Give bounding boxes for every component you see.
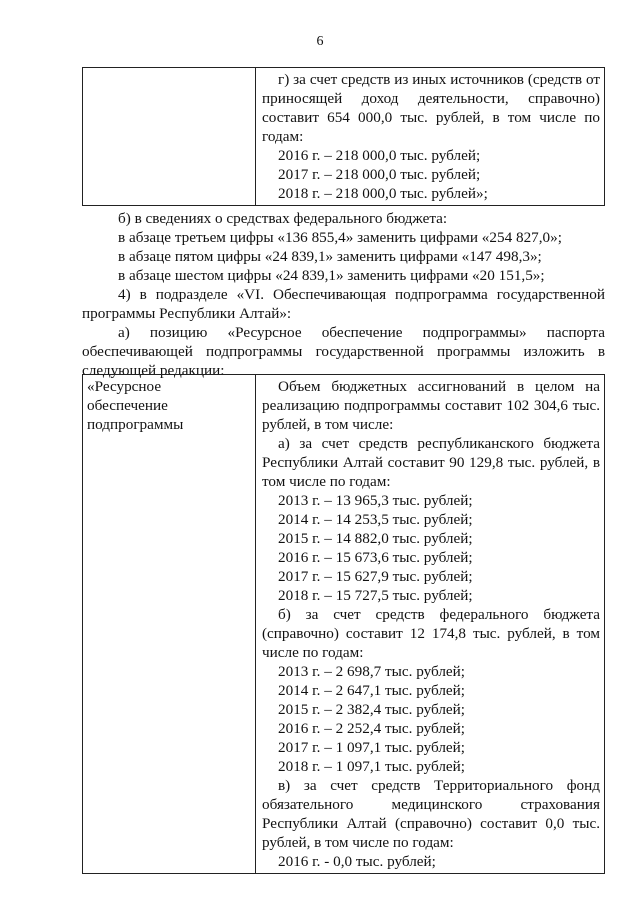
text-line: том числе по годам:	[262, 473, 391, 490]
text-line: подпрограммы	[87, 416, 184, 433]
year-line: 2018 г. – 15 727,5 тыс. рублей;	[278, 587, 473, 604]
paragraph: в абзаце третьем цифры «136 855,4» заменить цифрами «254 827,0»;	[118, 229, 562, 246]
position-name-cell	[83, 375, 256, 874]
year-line: 2014 г. – 14 253,5 тыс. рублей;	[278, 511, 473, 528]
text-line: (справочно) составит 12 174,8 тыс. рублей, в том	[262, 625, 600, 642]
year-line: 2016 г. – 218 000,0 тыс. рублей;	[278, 147, 481, 164]
paragraph: а) позицию «Ресурсное обеспечение подпрограммы» паспорта	[118, 324, 605, 341]
year-line: 2018 г. – 218 000,0 тыс. рублей»;	[278, 185, 488, 202]
text-line: а) за счет средств республиканского бюджета	[278, 435, 600, 452]
other-sources-cell	[256, 68, 605, 206]
text-line: составит 654 000,0 тыс. рублей, в том числе по годам:	[262, 109, 600, 145]
year-line: 2018 г. – 1 097,1 тыс. рублей;	[278, 758, 466, 775]
text-line: обеспечение	[87, 397, 168, 414]
paragraph: в абзаце шестом цифры «24 839,1» заменить цифрами «20 151,5»;	[118, 267, 545, 284]
text-line: г) за счет средств из иных источников (средств от	[278, 71, 600, 88]
year-line: 2013 г. – 2 698,7 тыс. рублей;	[278, 663, 466, 680]
empty-left-cell	[83, 68, 256, 206]
year-line: 2017 г. – 15 627,9 тыс. рублей;	[278, 568, 473, 585]
amendment-text	[82, 209, 605, 380]
year-line: 2016 г. – 15 673,6 тыс. рублей;	[278, 549, 473, 566]
text-line: рублей, в том числе:	[262, 416, 394, 433]
year-line: 2017 г. – 1 097,1 тыс. рублей;	[278, 739, 466, 756]
text-line: Объем бюджетных ассигнований в целом на	[278, 378, 600, 395]
paragraph: б) в сведениях о средствах федерального бюджета:	[118, 210, 448, 227]
text-line: приносящей доход деятельности, справочно)	[262, 90, 600, 107]
year-line: 2016 г. - 0,0 тыс. рублей;	[278, 853, 436, 870]
year-line: 2017 г. – 218 000,0 тыс. рублей;	[278, 166, 481, 183]
year-line: 2013 г. – 13 965,3 тыс. рублей;	[278, 492, 473, 509]
text-line: «Ресурсное	[87, 378, 162, 395]
paragraph: в абзаце пятом цифры «24 839,1» заменить цифрами «147 498,3»;	[118, 248, 542, 265]
year-line: 2015 г. – 2 382,4 тыс. рублей;	[278, 701, 466, 718]
year-line: 2015 г. – 14 882,0 тыс. рублей;	[278, 530, 473, 547]
page-number: 6	[316, 34, 324, 49]
text-line: б) за счет средств федерального бюджета	[278, 606, 600, 623]
paragraph: программы Республики Алтай»:	[82, 305, 292, 322]
text-line: реализацию подпрограммы составит 102 304,6 тыс.	[262, 397, 600, 414]
continuation-table	[82, 67, 605, 206]
year-line: 2016 г. – 2 252,4 тыс. рублей;	[278, 720, 466, 737]
text-line: Республики Алтай составит 90 129,8 тыс. рублей, в	[262, 454, 600, 471]
text-line: Республики Алтай (справочно) составит 0,0 тыс.	[262, 815, 600, 832]
year-line: 2014 г. – 2 647,1 тыс. рублей;	[278, 682, 466, 699]
funding-details-cell	[256, 375, 605, 874]
text-line: обязательного медицинского страхования	[262, 796, 600, 813]
paragraph: следующей редакции:	[82, 362, 225, 379]
text-line: в) за счет средств Территориального фонд	[278, 777, 600, 794]
resource-support-table	[82, 374, 605, 874]
text-line: числе по годам:	[262, 644, 364, 661]
paragraph: обеспечивающей подпрограммы государственной программы изложить в	[82, 343, 605, 360]
text-line: рублей, в том числе по годам:	[262, 834, 454, 851]
paragraph: 4) в подразделе «VI. Обеспечивающая подпрограмма государственной	[118, 286, 605, 303]
